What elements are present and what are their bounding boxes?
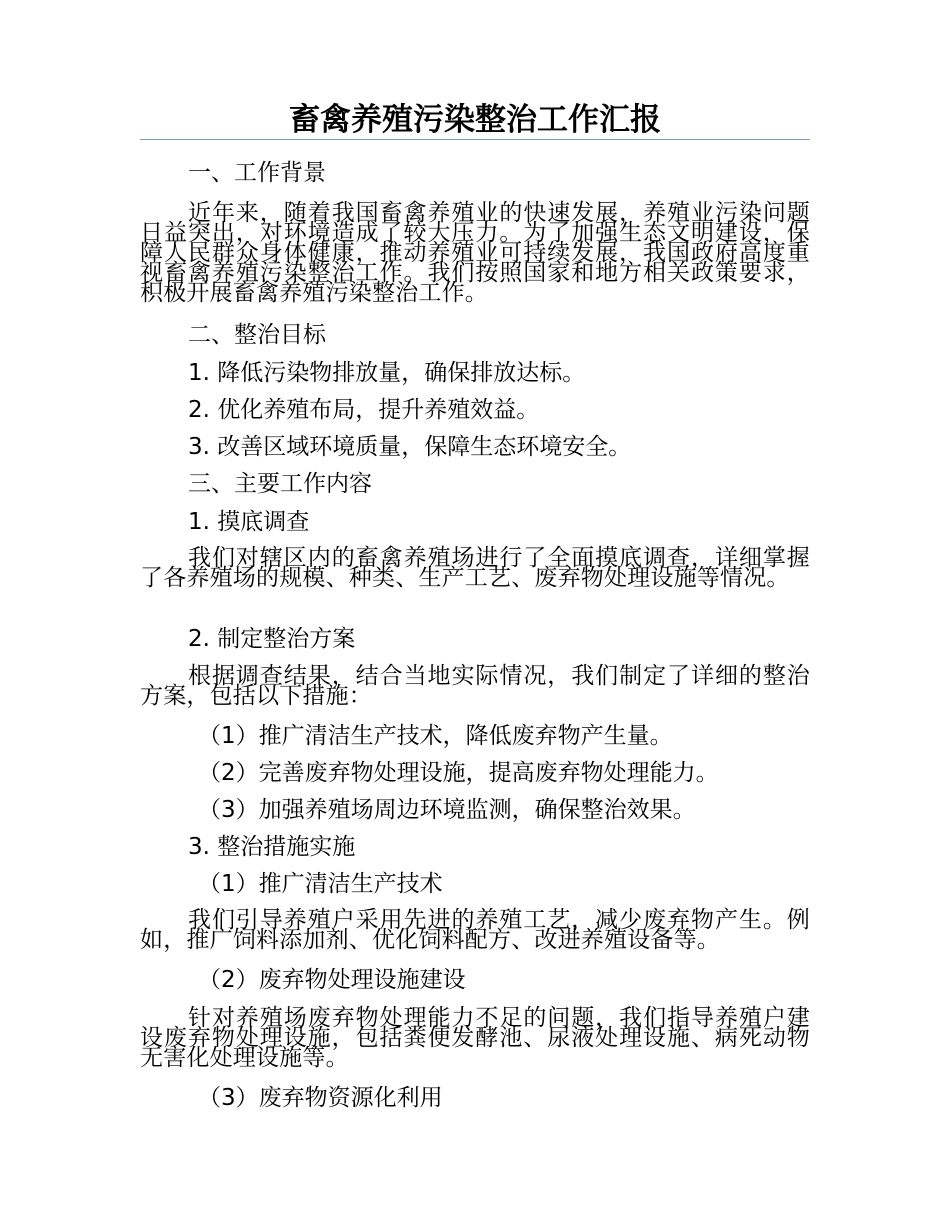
goal-item-1: 1. 降低污染物排放量，确保排放达标。: [188, 360, 586, 386]
background-paragraph: 近年来，随着我国畜禽养殖业的快速发展，养殖业污染问题日益突出，对环境造成了较大压力。为了加强生态文明建设，保障人民群众身体健康，推动养殖业可持续发展，我国政府高度重视畜禽养殖污染整治工作。我们按照国家和地方相关政策要求，积极开展畜禽养殖污染整治工作。: [140, 200, 810, 306]
goal-item-3: 3. 改善区域环境质量，保障生态环境安全。: [188, 434, 632, 460]
title-underline: [140, 139, 810, 140]
plan-measure-3: （3）加强养殖场周边环境监测，确保整治效果。: [198, 797, 696, 823]
implementation-heading-1: （1）推广清洁生产技术: [198, 871, 443, 897]
plan-paragraph: 根据调查结果，结合当地实际情况，我们制定了详细的整治方案，包括以下措施：: [140, 663, 810, 709]
implementation-heading-3: （3）废弃物资源化利用: [198, 1085, 443, 1111]
implementation-heading-2: （2）废弃物处理设施建设: [198, 967, 466, 993]
section-heading-work: 三、主要工作内容: [188, 471, 372, 497]
goal-item-2: 2. 优化养殖布局，提升养殖效益。: [188, 397, 540, 423]
plan-measure-2: （2）完善废弃物处理设施，提高废弃物处理能力。: [198, 760, 719, 786]
section-heading-background: 一、工作背景: [188, 160, 326, 186]
subsection-survey: 1. 摸底调查: [188, 509, 310, 535]
section-heading-goals: 二、整治目标: [188, 322, 326, 348]
subsection-plan: 2. 制定整治方案: [188, 626, 356, 652]
plan-measure-1: （1）推广清洁生产技术，降低废弃物产生量。: [198, 723, 673, 749]
subsection-implementation: 3. 整治措施实施: [188, 834, 356, 860]
document-title: 畜禽养殖污染整治工作汇报: [289, 102, 661, 138]
implementation-paragraph-2: 针对养殖场废弃物处理能力不足的问题，我们指导养殖户建设废弃物处理设施，包括粪便发酵池、尿液处理设施、病死动物无害化处理设施等。: [140, 1005, 810, 1071]
survey-paragraph: 我们对辖区内的畜禽养殖场进行了全面摸底调查，详细掌握了各养殖场的规模、种类、生产工艺、废弃物处理设施等情况。: [140, 545, 810, 591]
implementation-paragraph-1: 我们引导养殖户采用先进的养殖工艺，减少废弃物产生。例如，推广饲料添加剂、优化饲料配方、改进养殖设备等。: [140, 907, 810, 953]
